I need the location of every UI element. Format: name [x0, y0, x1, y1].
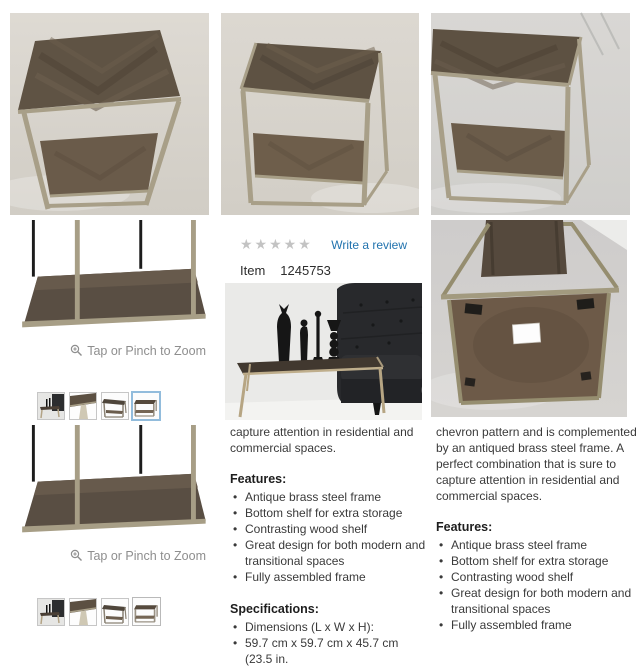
description-intro: capture attention in residential and commercial spaces.: [230, 425, 414, 455]
zoom-hint-2: [10, 549, 206, 563]
gallery-photo-bottom-shelf-2[interactable]: [10, 425, 210, 547]
features-heading: Features:: [436, 520, 493, 534]
feature-item: • Contrasting wood shelf: [230, 521, 427, 537]
thumbnail-table-angled[interactable]: [101, 598, 129, 626]
write-review-link[interactable]: Write a review: [331, 238, 408, 252]
description-intro: chevron pattern and is complemented by an antiqued brass steel frame. A perfect combination that is sure to capture attention in residential and commercial spaces.: [436, 425, 637, 503]
feature-item: • Antique brass steel frame: [436, 537, 638, 553]
description-block-right: [436, 424, 638, 633]
feature-item: • Bottom shelf for extra storage: [230, 505, 427, 521]
item-number-line: [240, 263, 331, 278]
rating-stars: ★★★★★: [240, 236, 313, 252]
zoom-in-magnifier-icon: [70, 549, 83, 562]
features-list: [230, 489, 427, 585]
thumbnail-tabletop-corner[interactable]: [69, 598, 97, 626]
rating-row: [240, 236, 407, 254]
main-photo-table-closeup[interactable]: [10, 13, 209, 215]
item-number: 1245753: [280, 263, 331, 278]
description-block-left: [230, 424, 427, 667]
lifestyle-photo-sofa-candlesticks[interactable]: [225, 283, 422, 420]
feature-item: • Fully assembled frame: [436, 617, 638, 633]
thumbnail-tabletop-corner[interactable]: [69, 392, 97, 420]
spec-item: • 59.7 cm x 59.7 cm x 45.7 cm (23.5 in.: [230, 635, 427, 667]
item-label: Item: [240, 263, 266, 278]
thumbnail-table-angled[interactable]: [101, 392, 129, 420]
thumbnail-table-front[interactable]: [132, 597, 161, 626]
features-list: [436, 537, 638, 633]
specifications-heading: Specifications:: [230, 602, 319, 616]
feature-item: • Bottom shelf for extra storage: [436, 553, 638, 569]
thumbnail-lifestyle-scene[interactable]: [37, 392, 65, 420]
main-photo-table-side[interactable]: [431, 13, 630, 215]
zoom-hint-label: Tap or Pinch to Zoom: [87, 344, 206, 358]
features-heading: Features:: [230, 472, 287, 486]
feature-item: • Contrasting wood shelf: [436, 569, 638, 585]
spec-item: • Dimensions (L x W x H):: [230, 619, 427, 635]
main-photo-table-underside[interactable]: [431, 220, 627, 417]
main-photo-table-angle[interactable]: [221, 13, 419, 215]
zoom-hint-1: [10, 344, 206, 358]
feature-item: • Great design for both modern and transitional spaces: [230, 537, 427, 569]
zoom-in-magnifier-icon: [70, 344, 83, 357]
feature-item: • Great design for both modern and transitional spaces: [436, 585, 638, 617]
gallery-photo-bottom-shelf-1[interactable]: [10, 220, 210, 342]
feature-item: • Antique brass steel frame: [230, 489, 427, 505]
thumbnail-table-front-selected[interactable]: [131, 391, 161, 421]
thumbnail-lifestyle-scene[interactable]: [37, 598, 65, 626]
zoom-hint-label: Tap or Pinch to Zoom: [87, 549, 206, 563]
specifications-list: [230, 619, 427, 667]
feature-item: • Fully assembled frame: [230, 569, 427, 585]
